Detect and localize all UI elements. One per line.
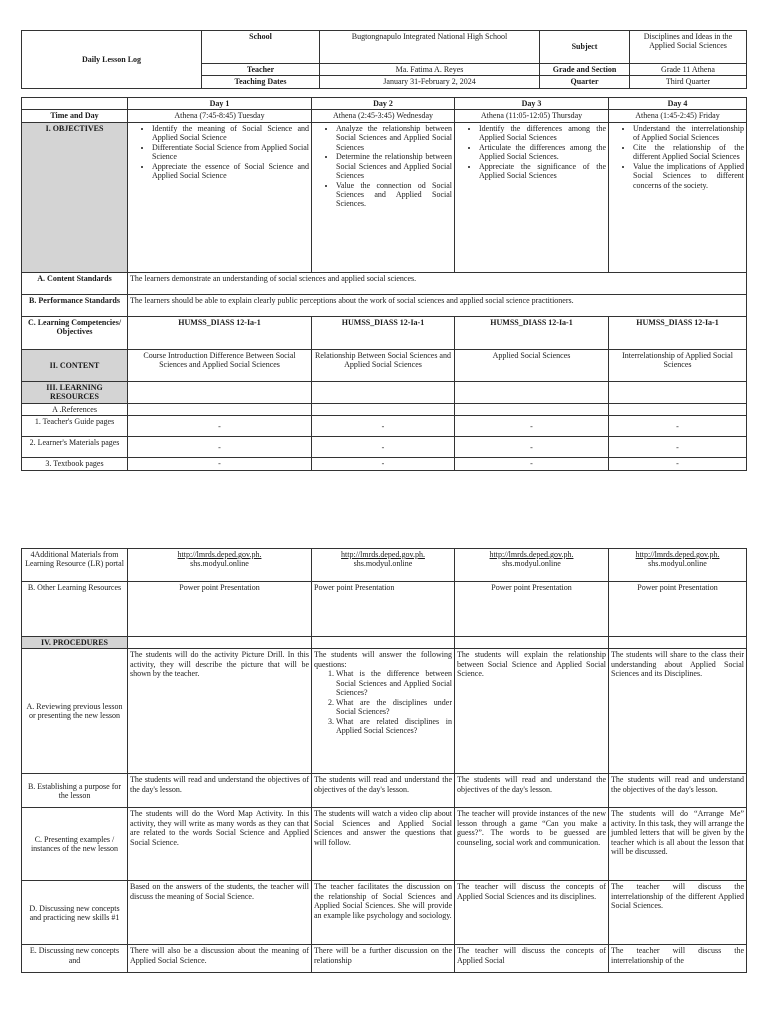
lr-link-cell [312,549,455,582]
objective-item: • Differentiate Social Science from Applied Social Science [152,143,309,162]
objective-item: • Analyze the relationship between Social Sciences and Applied Social Sciences [336,124,452,152]
dash-cell: - [455,437,609,458]
grade-value: Grade 11 Athena [630,64,747,76]
objective-item: • Understand the interrelationship of Applied Social Sciences [633,124,744,143]
day-4-content: Interrelationship of Applied Social Sciences [609,349,747,381]
day-1-proc-e: There will also be a discussion about the meaning of Applied Social Science. [128,945,312,973]
other-resources-label: B. Other Learning Resources [22,582,128,637]
question-item: 3. What are related disciplines in Applied Social Sciences? [336,717,452,736]
quarter-label: Quarter [540,76,630,88]
day-2-content: Relationship Between Social Sciences and Applied Social Sciences [312,349,455,381]
header-table [21,30,747,89]
proc-a-label: A. Reviewing previous lesson or presenting the new lesson [22,649,128,774]
subject-value: Disciplines and Ideas in the Applied Social Sciences [630,31,747,64]
dash-cell: - [312,458,455,470]
objectives-label: I. OBJECTIVES [22,122,128,272]
day-3-objectives [455,122,609,272]
teacher-value: Ma. Fatima A. Reyes [320,64,540,76]
day-4-proc-e: The teacher will discuss the interrelationship of the [609,945,747,973]
lesson-table [21,97,747,471]
lr-portal-link[interactable]: http://lmrds.deped.gov.ph. [341,550,425,559]
objective-item: • Cite the relationship of the different Applied Social Sciences [633,143,744,162]
objective-item: • Identify the meaning of Social Science and Applied Social Science [152,124,309,143]
dash-cell: - [312,437,455,458]
day-2-other-resource: Power point Presentation [312,582,455,637]
day-2-proc-e: There will be a further discussion on the relationship [312,945,455,973]
day-2-proc-d: The teacher facilitates the discussion on the relationship of Social Sciences and Applied Social Sciences. She will provide an example like psychology and sociology. [312,881,455,945]
day-1-competency: HUMSS_DIASS 12-Ia-1 [128,316,312,349]
objective-item: • Value the implications of Applied Social Sciences to different concerns of the society. [633,162,744,190]
competencies-label: C. Learning Competencies/ Objectives [22,316,128,349]
log-title: Daily Lesson Log [22,31,202,89]
day-2-proc-a [312,649,455,774]
day-4-proc-c: The students will do “Arrange Me” activity. In this task, they will arrange the jumbled letters that will be given by the teacher which is all about the lesson that will be discussed. [609,808,747,881]
grade-label: Grade and Section [540,64,630,76]
dash-cell: - [455,416,609,437]
objective-item: • Identify the differences among the Applied Social Sciences [479,124,606,143]
dash-cell: - [128,416,312,437]
day-2-competency: HUMSS_DIASS 12-Ia-1 [312,316,455,349]
dates-label: Teaching Dates [202,76,320,88]
day-4-proc-b: The students will read and understand the objectives of the day's lesson. [609,774,747,808]
day-2-proc-b: The students will read and understand the objectives of the day's lesson. [312,774,455,808]
proc-e-label: E. Discussing new concepts and [22,945,128,973]
textbook-pages-label: 3. Textbook pages [22,458,128,470]
proc-b-label: B. Establishing a purpose for the lesson [22,774,128,808]
lr-portal-link-2: shs.modyul.online [648,559,707,569]
school-value: Bugtongnapulo Integrated National High School [320,31,540,64]
day-4-objectives [609,122,747,272]
objective-item: • Articulate the differences among the Applied Social Sciences. [479,143,606,162]
time-day-label: Time and Day [22,110,128,122]
day-2-objectives [312,122,455,272]
question-item: 1. What is the difference between Social Sciences and Applied Social Sciences? [336,669,452,697]
lesson-table-continued [21,548,747,973]
day-3-proc-b: The students will read and understand the objectives of the day's lesson. [455,774,609,808]
additional-materials-label: 4Additional Materials from Learning Resource (LR) portal [22,549,128,582]
procedures-label: IV. PROCEDURES [22,637,128,649]
tg-pages-label: 1. Teacher's Guide pages [22,416,128,437]
content-standards-label: A. Content Standards [22,272,128,294]
day-1-content: Course Introduction Difference Between Social Sciences and Applied Social Sciences [128,349,312,381]
day-2-header: Day 2 [312,98,455,110]
day-4-competency: HUMSS_DIASS 12-Ia-1 [609,316,747,349]
day-1-header: Day 1 [128,98,312,110]
day-3-proc-c: The teacher will provide instances of the new lesson through a game “Can you make a guess?”. The words to be guessed are counseling, social work and communication. [455,808,609,881]
lr-portal-link-2: shs.modyul.online [502,559,561,569]
day-3-time: Athena (11:05-12:05) Thursday [455,110,609,122]
lr-portal-link-2: shs.modyul.online [353,559,413,569]
content-standards-text: The learners demonstrate an understanding of social sciences and applied social sciences. [128,272,747,294]
performance-standards-text: The learners should be able to explain clearly public perceptions about the work of social sciences and applied social science practitioners. [128,294,747,316]
day-3-proc-a: The students will explain the relationship between Social Science and Applied Social Science. [455,649,609,774]
day-4-header: Day 4 [609,98,747,110]
objective-item: • Appreciate the significance of the Applied Social Sciences [479,162,606,181]
proc-a-intro: The students will answer the following questions: [314,650,452,669]
dash-cell: - [609,437,747,458]
teacher-label: Teacher [202,64,320,76]
lr-portal-link-2: shs.modyul.online [190,559,249,569]
objective-item: • Determine the relationship between Social Sciences and Applied Social Sciences [336,152,452,180]
learning-resources-label: III. LEARNING RESOURCES [22,381,128,403]
dash-cell: - [128,458,312,470]
day-3-competency: HUMSS_DIASS 12-Ia-1 [455,316,609,349]
day-1-objectives [128,122,312,272]
quarter-value: Third Quarter [630,76,747,88]
day-4-proc-d: The teacher will discuss the interrelationship of the different Applied Social Sciences. [609,881,747,945]
corner-cell [22,98,128,110]
dash-cell: - [128,437,312,458]
day-2-proc-c: The students will watch a video clip about Social Sciences and Applied Social Sciences and answer the questions that will follow. [312,808,455,881]
day-4-proc-a: The students will share to the class their understanding about Applied Social Sciences and its Disciplines. [609,649,747,774]
day-4-other-resource: Power point Presentation [609,582,747,637]
objective-item: • Appreciate the essence of Social Science and Applied Social Science [152,162,309,181]
content-label: II. CONTENT [22,349,128,381]
objective-item: • Value the connection od Social Sciences and Applied Social Sciences. [336,181,452,209]
references-label: A .References [22,403,128,415]
dash-cell: - [609,458,747,470]
day-4-time: Athena (1:45-2:45) Friday [609,110,747,122]
day-3-content: Applied Social Sciences [455,349,609,381]
dash-cell: - [312,416,455,437]
proc-d-label: D. Discussing new concepts and practicing new skills #1 [22,881,128,945]
school-label: School [202,31,320,64]
lr-link-cell [128,549,312,582]
day-1-proc-a: The students will do the activity Picture Drill. In this activity, they will describe the picture that will be shown by the teacher. [128,649,312,774]
lr-link-cell [609,549,747,582]
day-1-proc-c: The students will do the Word Map Activity. In this activity, they will write as many words as they can that are related to the words Social Science and Applied Social Science. [128,808,312,881]
dates-value: January 31-February 2, 2024 [320,76,540,88]
lr-portal-link[interactable]: http://lmrds.deped.gov.ph. [635,550,720,559]
day-1-other-resource: Power point Presentation [128,582,312,637]
day-3-other-resource: Power point Presentation [455,582,609,637]
dash-cell: - [455,458,609,470]
day-3-proc-d: The teacher will discuss the concepts of Applied Social Sciences and its disciplines. [455,881,609,945]
lr-portal-link[interactable]: http://lmrds.deped.gov.ph. [489,550,574,559]
day-1-proc-b: The students will read and understand the objectives of the day's lesson. [128,774,312,808]
day-3-header: Day 3 [455,98,609,110]
performance-standards-label: B. Performance Standards [22,294,128,316]
subject-label: Subject [540,31,630,64]
day-1-time: Athena (7:45-8:45) Tuesday [128,110,312,122]
dash-cell: - [609,416,747,437]
lr-link-cell [455,549,609,582]
question-item: 2. What are the disciplines under Social Sciences? [336,698,452,717]
lm-pages-label: 2. Learner's Materials pages [22,437,128,458]
proc-c-label: C. Presenting examples / instances of the new lesson [22,808,128,881]
lr-portal-link[interactable]: http://lmrds.deped.gov.ph. [177,550,262,559]
day-2-time: Athena (2:45-3:45) Wednesday [312,110,455,122]
day-1-proc-d: Based on the answers of the students, the teacher will discuss the meaning of Social Science. [128,881,312,945]
day-3-proc-e: The teacher will discuss the concepts of Applied Social [455,945,609,973]
